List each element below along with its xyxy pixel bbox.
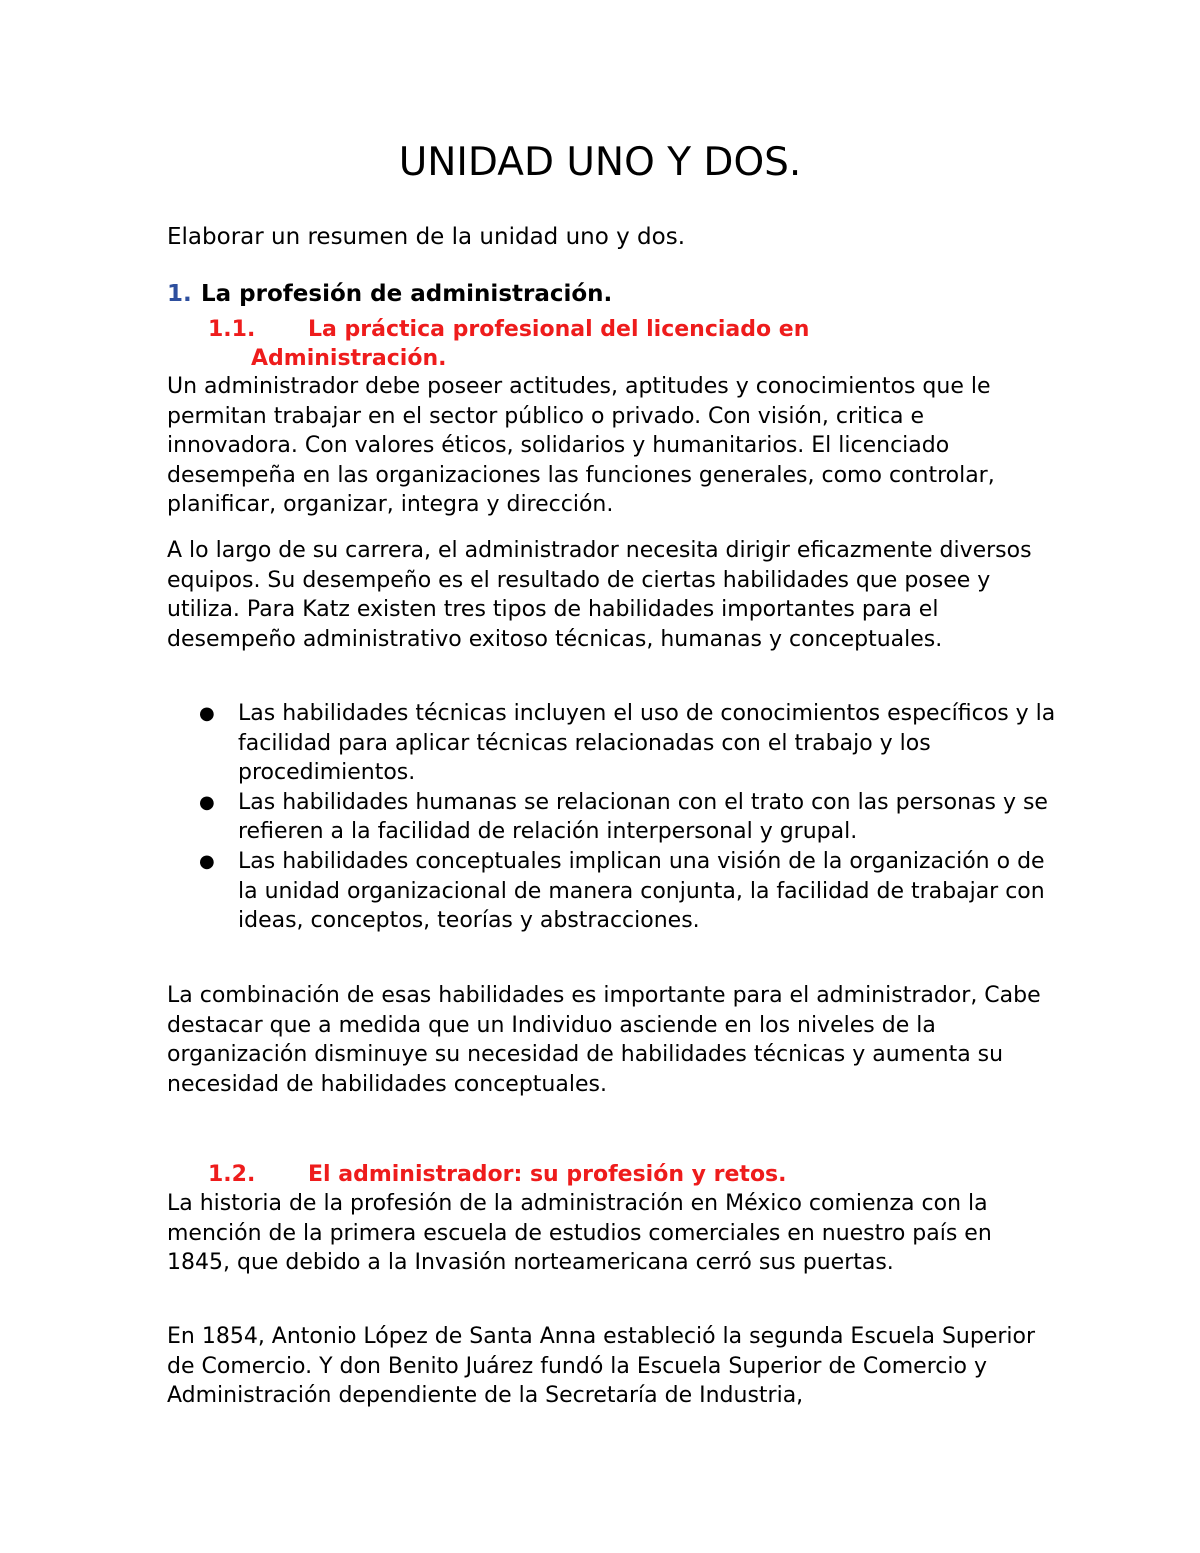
list-item-text: Las habilidades humanas se relacionan con el trato con las personas y se refieren a la facilidad de relación interpersonal y grupal. bbox=[238, 789, 1048, 845]
list-item bbox=[196, 788, 1056, 847]
bullet-icon: ● bbox=[199, 791, 215, 813]
heading-1-2-number: 1.2. bbox=[208, 1162, 256, 1187]
list-item-text: Las habilidades técnicas incluyen el uso de conocimientos específicos y la facilidad para aplicar técnicas relacionadas con el trabajo y los procedimientos. bbox=[238, 701, 1056, 786]
heading-1-1-title-line1: La práctica profesional del licenciado en bbox=[308, 317, 810, 342]
skills-list bbox=[196, 699, 1056, 936]
list-item bbox=[196, 847, 1056, 936]
list-item bbox=[196, 699, 1056, 788]
heading-1-2 bbox=[208, 1160, 787, 1189]
bullet-icon: ● bbox=[199, 703, 215, 724]
paragraph-1-1-b: A lo largo de su carrera, el administrador necesita dirigir eficazmente diversos equipos. Su desempeño es el resultado de ciertas habilidades que posee y utiliza. Para Katz existen tres tipos de habilidades importantes para el desempeño administrativo exitoso técnicas, humanas y conceptuales. bbox=[167, 538, 1032, 652]
heading-1-text: La profesión de administración. bbox=[201, 281, 613, 307]
intro-text: Elaborar un resumen de la unidad uno y dos. bbox=[167, 224, 686, 250]
bullet-icon: ● bbox=[199, 850, 215, 872]
paragraph-1-2-b: En 1854, Antonio López de Santa Anna estableció la segunda Escuela Superior de Comercio. Y don Benito Juárez fundó la Escuela Superior de Comercio y Administración dependiente de la Secretaría de Industria, bbox=[167, 1324, 1036, 1409]
paragraph-1-1-c: La combinación de esas habilidades es importante para el administrador, Cabe destacar que a medida que un Individuo asciende en los niveles de la organización disminuye su necesidad de habilidades técnicas y aumenta su necesidad de habilidades conceptuales. bbox=[167, 983, 1041, 1097]
document-title: UNIDAD UNO Y DOS. bbox=[398, 140, 802, 185]
list-item-text: Las habilidades conceptuales implican una visión de la organización o de la unidad organizacional de manera conjunta, la facilidad de trabajar con ideas, conceptos, teorías y abstracciones. bbox=[238, 848, 1045, 934]
paragraph-1-1-a: Un administrador debe poseer actitudes, aptitudes y conocimientos que le permitan trabajar en el sector público o privado. Con visión, critica e innovadora. Con valores éticos, solidarios y humanitarios. El licenciado desempeña en las organizaciones las funciones generales, como controlar, planificar, organizar, integra y dirección. bbox=[167, 374, 995, 518]
paragraph-1-2-a: La historia de la profesión de la administración en México comienza con la mención de la primera escuela de estudios comerciales en nuestro país en 1845, que debido a la Invasión norteamericana cerró sus puertas. bbox=[167, 1191, 992, 1276]
heading-1-1-title-line2: Administración. bbox=[251, 346, 447, 371]
heading-1-1 bbox=[208, 315, 809, 373]
heading-1 bbox=[167, 279, 612, 309]
heading-1-2-title: El administrador: su profesión y retos. bbox=[308, 1162, 787, 1187]
heading-1-number: 1. bbox=[167, 281, 192, 307]
heading-1-1-number: 1.1. bbox=[208, 317, 256, 342]
